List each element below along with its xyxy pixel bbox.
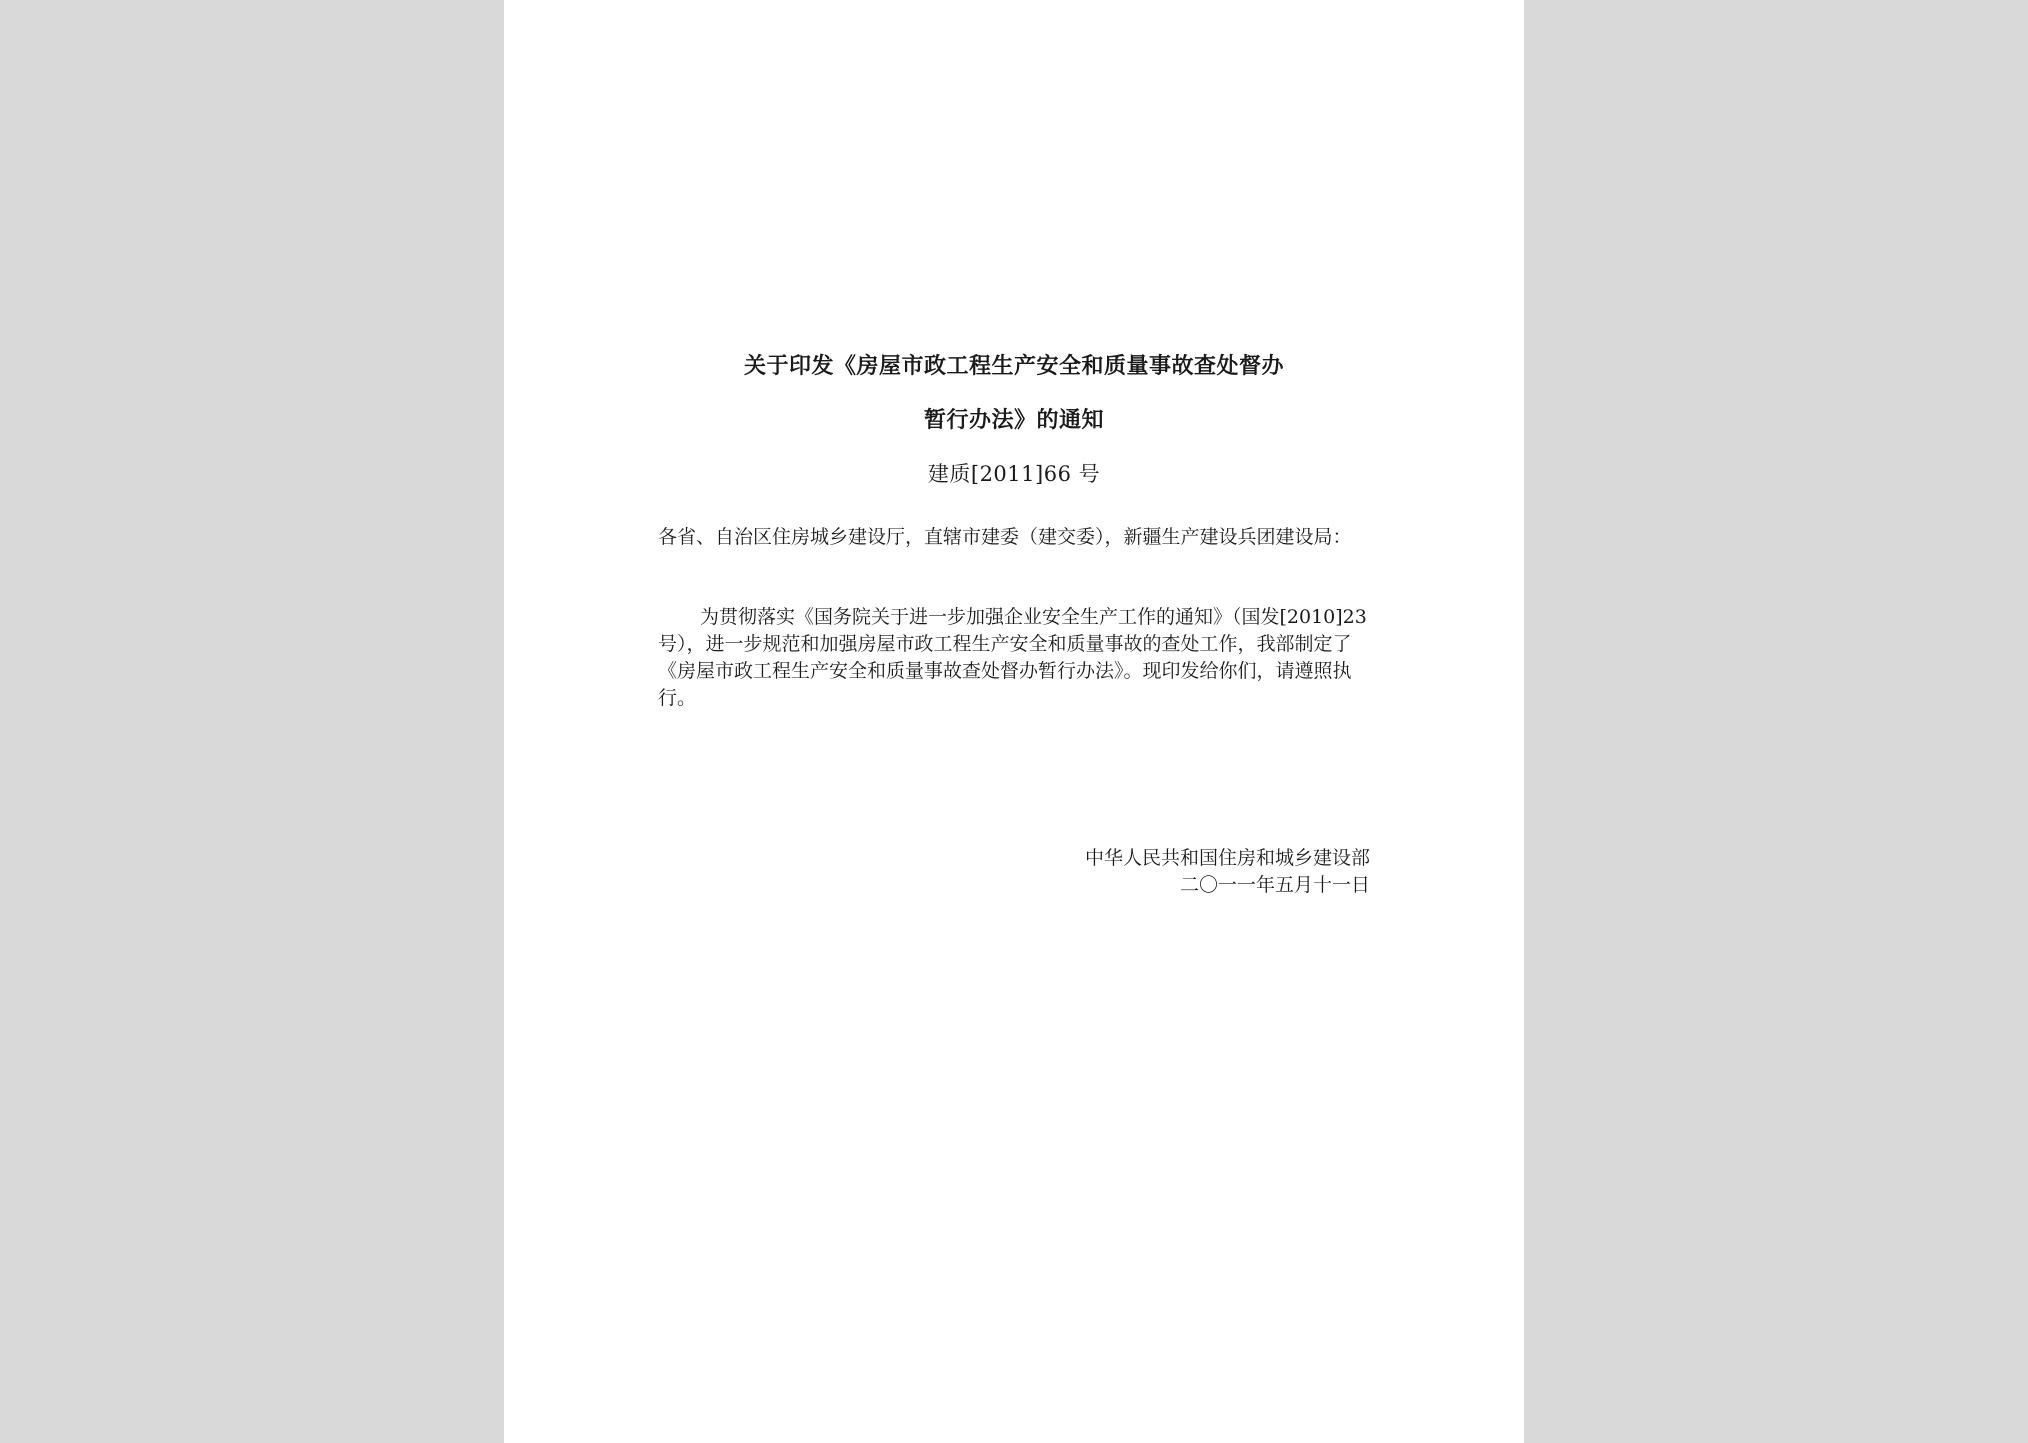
addressee: 各省、自治区住房城乡建设厅，直辖市建委（建交委），新疆生产建设兵团建设局： — [658, 526, 1352, 548]
document-page — [504, 0, 1524, 1443]
document-title-line-1: 关于印发《房屋市政工程生产安全和质量事故查处督办 — [743, 354, 1284, 379]
issue-date: 二〇一一年五月十一日 — [1179, 874, 1370, 896]
signatory: 中华人民共和国住房和城乡建设部 — [1084, 847, 1370, 869]
body-paragraph: 为贯彻落实《国务院关于进一步加强企业安全生产工作的通知》（国发[2010]23 号），进一步规范和加强房屋市政工程生产安全和质量事故的查处工作，我部制定了《房屋市政工程生产安全和质量事故查处督办暂行办法》。现印发给你们，请遵照执行。 — [658, 606, 1367, 709]
document-number: 建质[2011]66 号 — [927, 462, 1101, 486]
document-title-line-2: 暂行办法》的通知 — [923, 408, 1104, 433]
